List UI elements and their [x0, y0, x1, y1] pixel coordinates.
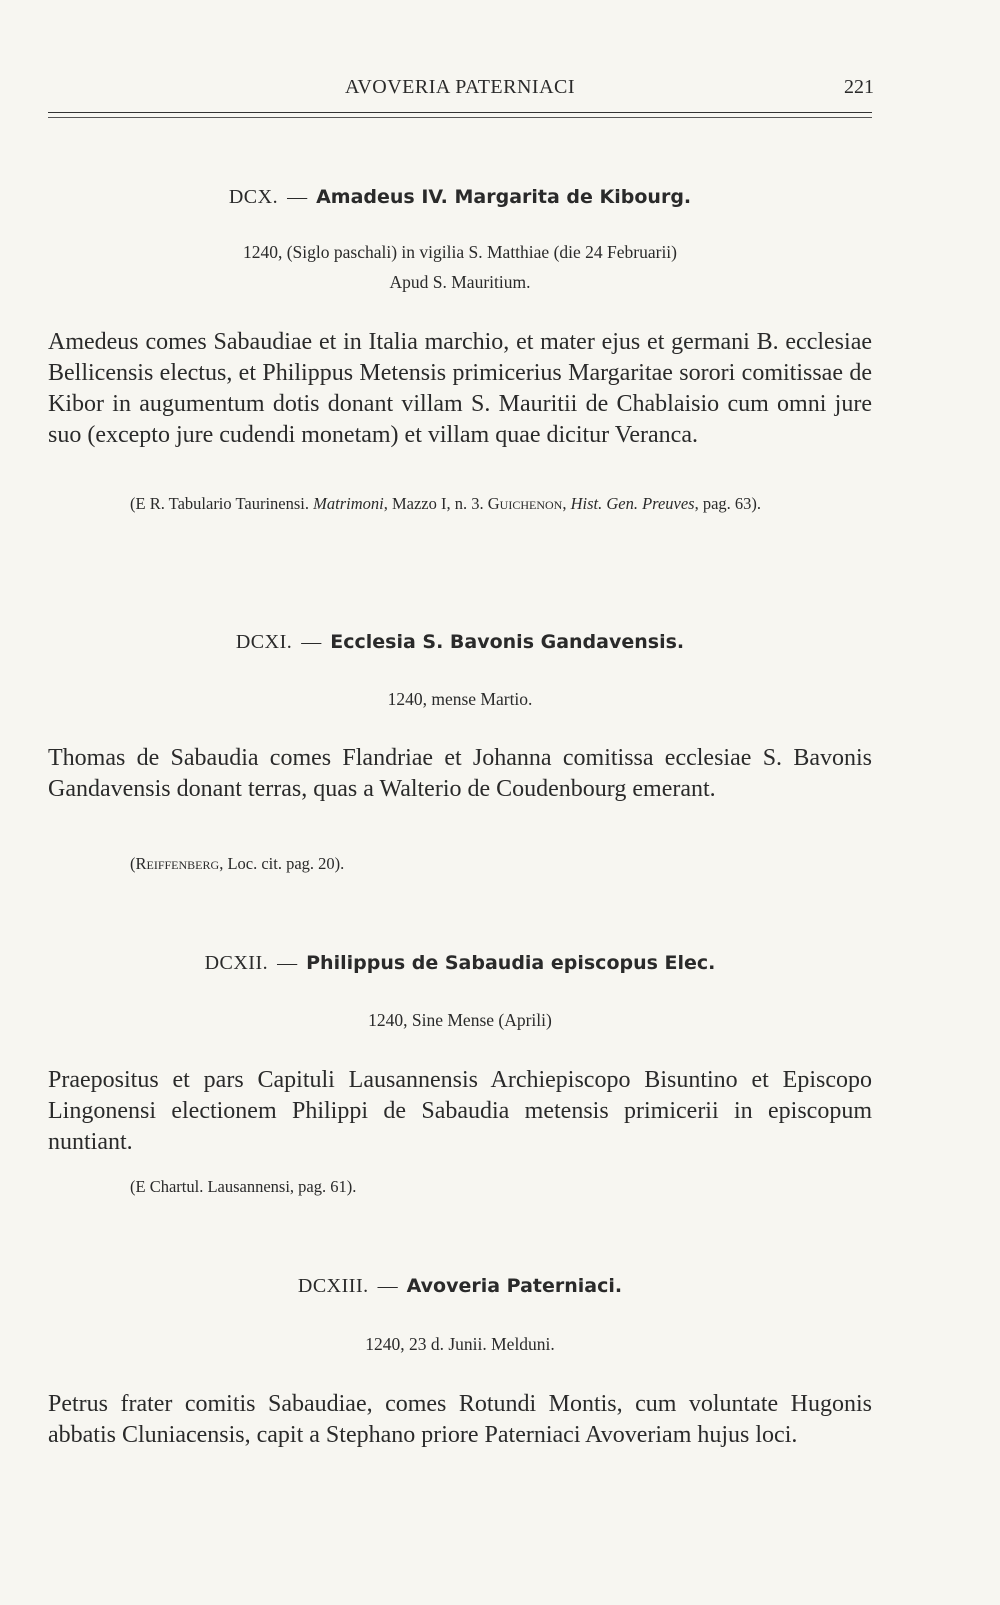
document-text: Praepositus et pars Capituli Lausannensis Archiepiscopo Bisuntino et Episcopo Lingonensi electionem Philippi de Sabaudia metensis primicerii in episcopum nuntiant.	[48, 1067, 872, 1155]
source-text: ,	[562, 494, 571, 513]
document-heading	[48, 1275, 872, 1298]
dash: —	[377, 1275, 398, 1297]
source-text: , Mazzo I, n. 3.	[383, 494, 488, 513]
document-dcxiii	[48, 1275, 872, 1298]
document-text: Thomas de Sabaudia comes Flandriae et Johanna comitissa ecclesiae S. Bavonis Gandavensis donant terras, quas a Walterio de Coudenbourg emerant.	[48, 745, 872, 802]
document-number: DCXIII.	[297, 1275, 369, 1297]
document-heading	[48, 952, 872, 975]
source-citation	[48, 490, 954, 517]
dash: —	[301, 631, 322, 653]
source-italic: Hist. Gen. Preuves	[570, 494, 695, 513]
document-place: Apud S. Mauritium.	[389, 272, 531, 292]
header-rule-thin	[48, 117, 872, 118]
document-date: 1240, Sine Mense (Aprili)	[368, 1010, 552, 1030]
running-head	[48, 76, 872, 106]
document-text: Petrus frater comitis Sabaudiae, comes Rotundi Montis, cum voluntate Hugonis abbatis Cluniacensis, capit a Stephano priore Paterniaci Avoveriam hujus loci.	[48, 1391, 872, 1448]
document-title: Ecclesia S. Bavonis Gandavensis.	[330, 631, 685, 653]
source-author: Reiffenberg	[135, 854, 220, 873]
source-citation: (E Chartul. Lausannensi, pag. 61).	[130, 1177, 357, 1196]
dash: —	[277, 952, 298, 974]
document-heading	[48, 631, 872, 654]
header-rule	[48, 112, 872, 113]
document-title: Amadeus IV. Margarita de Kibourg.	[316, 186, 692, 208]
document-title: Avoveria Paterniaci.	[406, 1275, 623, 1297]
dash: —	[287, 186, 308, 208]
document-title: Philippus de Sabaudia episcopus Elec.	[306, 952, 716, 974]
document-number: DCX.	[228, 186, 279, 208]
document-heading	[48, 186, 872, 209]
source-text: (	[130, 854, 136, 873]
document-date: 1240, 23 d. Junii. Melduni.	[365, 1334, 555, 1354]
source-text: , Loc. cit. pag. 20).	[219, 854, 345, 873]
document-dcxii	[48, 952, 872, 975]
document-date: 1240, (Siglo paschali) in vigilia S. Matthiae (die 24 Februarii)	[242, 242, 677, 262]
source-author: Guichenon	[487, 494, 563, 513]
document-text: Amedeus comes Sabaudiae et in Italia marchio, et mater ejus et germani B. ecclesiae Bellicensis electus, et Philippus Metensis primicerius Margaritae sorori comitissae de Kibor in augumentum dotis donant villam S. Mauritii de Chablaisio cum omni jure suo (excepto jure cudendi monetam) et villam quae dicitur Veranca.	[48, 329, 872, 448]
source-text: , pag. 63).	[694, 494, 762, 513]
page-number: 221	[844, 76, 874, 98]
document-date: 1240, mense Martio.	[387, 689, 533, 709]
source-citation	[48, 850, 954, 877]
running-title: AVOVERIA PATERNIACI	[344, 76, 576, 98]
document-dcx	[48, 186, 872, 209]
source-italic: Matrimoni	[313, 494, 384, 513]
source-text: (E R. Tabulario Taurinensi.	[130, 494, 314, 513]
document-number: DCXII.	[204, 952, 269, 974]
document-dcxi	[48, 631, 872, 654]
document-number: DCXI.	[235, 631, 293, 653]
